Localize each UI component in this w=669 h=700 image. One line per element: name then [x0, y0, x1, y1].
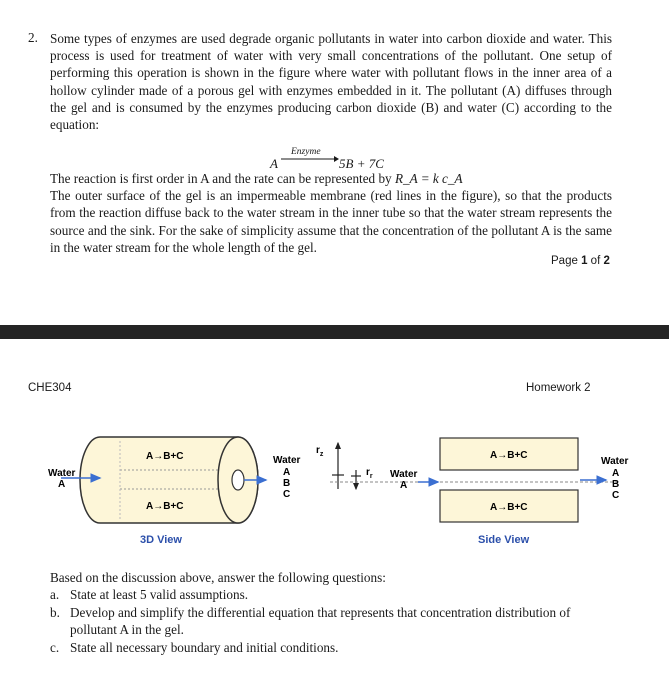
item-text: State all necessary boundary and initial conditions. — [70, 639, 339, 655]
outlet-species-c: C — [283, 489, 291, 500]
side-outlet-species-b: B — [612, 479, 620, 490]
page-of: of — [590, 255, 601, 267]
reaction-equation — [50, 141, 612, 171]
coordinate-axes — [316, 443, 438, 491]
page-two — [0, 339, 669, 700]
question-number: 2. — [28, 30, 38, 45]
followup-questions — [50, 569, 620, 656]
equation-reactant: A — [270, 156, 278, 171]
reaction-label-bottom-side: A→B+C — [490, 502, 528, 513]
equation-products: 5B + 7C — [339, 156, 384, 171]
reaction-label-top-side: A→B+C — [490, 450, 528, 461]
item-text: Develop and simplify the differential equation that represents that concentration distribution of pollutant A in the gel. — [70, 604, 571, 638]
inner-tube-opening — [232, 470, 244, 490]
caption-side-view: Side View — [478, 534, 530, 546]
reaction-arrow-icon — [281, 154, 339, 164]
caption-3d-view: 3D View — [140, 534, 182, 546]
side-outlet-species-c: C — [612, 490, 620, 501]
middle-species-a: A — [400, 480, 408, 491]
question-continued — [50, 170, 612, 256]
outlet-species-b: B — [283, 478, 291, 489]
item-label: c. — [50, 639, 60, 655]
rate-text: The reaction is first order in A and the rate can be represented by — [50, 171, 395, 186]
followup-item-a — [50, 586, 620, 603]
item-label: a. — [50, 587, 60, 603]
item-label: b. — [50, 604, 60, 620]
question-paragraph-intro: Some types of enzymes are used degrade organic pollutants in water into carbon dioxide and water. This process is used for treatment of water with very small concentrations of the pollutant. One setup of performing this operation is shown in the figure where water with pollutant flows in the inner area of a hollow cylinder made of a porous gel with enzymes embedded in it. The pollutant (A) diffuses through the gel and is consumed by the enzymes producing carbon dioxide (B) and water (C) according to the equation: — [50, 31, 612, 133]
reactor-figure — [0, 425, 669, 560]
rate-expression: R_A = k c_A — [394, 171, 463, 186]
inlet-species-a: A — [58, 479, 66, 490]
assignment-title: Homework 2 — [526, 382, 591, 394]
outlet-species-a: A — [283, 467, 291, 478]
reaction-label-top-3d: A→B+C — [146, 451, 184, 462]
page-number — [551, 255, 610, 267]
followup-intro: Based on the discussion above, answer the following questions: — [50, 570, 386, 585]
page-current: 1 — [581, 255, 588, 267]
side-outlet-species-a: A — [612, 468, 620, 479]
item-text: State at least 5 valid assumptions. — [70, 587, 249, 603]
question-body — [50, 30, 612, 255]
page-label: Page — [551, 255, 578, 267]
equation-catalyst: Enzyme — [291, 147, 321, 157]
inlet-water-label: Water — [48, 468, 76, 479]
page-total: 2 — [603, 255, 610, 267]
side-outlet-water-label: Water — [601, 456, 629, 467]
page-divider — [0, 325, 669, 339]
axis-r-label: $r_r$ — [366, 467, 373, 480]
middle-water-label: Water — [390, 469, 418, 480]
axis-z-label: $r_z$ — [316, 445, 324, 458]
course-code: CHE304 — [28, 382, 72, 394]
followup-item-c — [50, 639, 620, 656]
outlet-water-label: Water — [273, 455, 301, 466]
side-view — [440, 438, 629, 546]
question-paragraph-membrane: The outer surface of the gel is an impermeable membrane (red lines in the figure), so that the products from the reaction diffuse back to the water stream in the inner tube so that the water stream represents the source and the sink. For the sake of simplicity assume that the concentration of the pollutant A is the same in the water stream for the whole length of the gel. — [50, 188, 612, 255]
rate-statement — [50, 170, 612, 187]
cylinder-3d — [48, 437, 301, 546]
followup-item-b — [50, 604, 620, 639]
reaction-label-bottom-3d: A→B+C — [146, 501, 184, 512]
page-one — [0, 0, 669, 325]
